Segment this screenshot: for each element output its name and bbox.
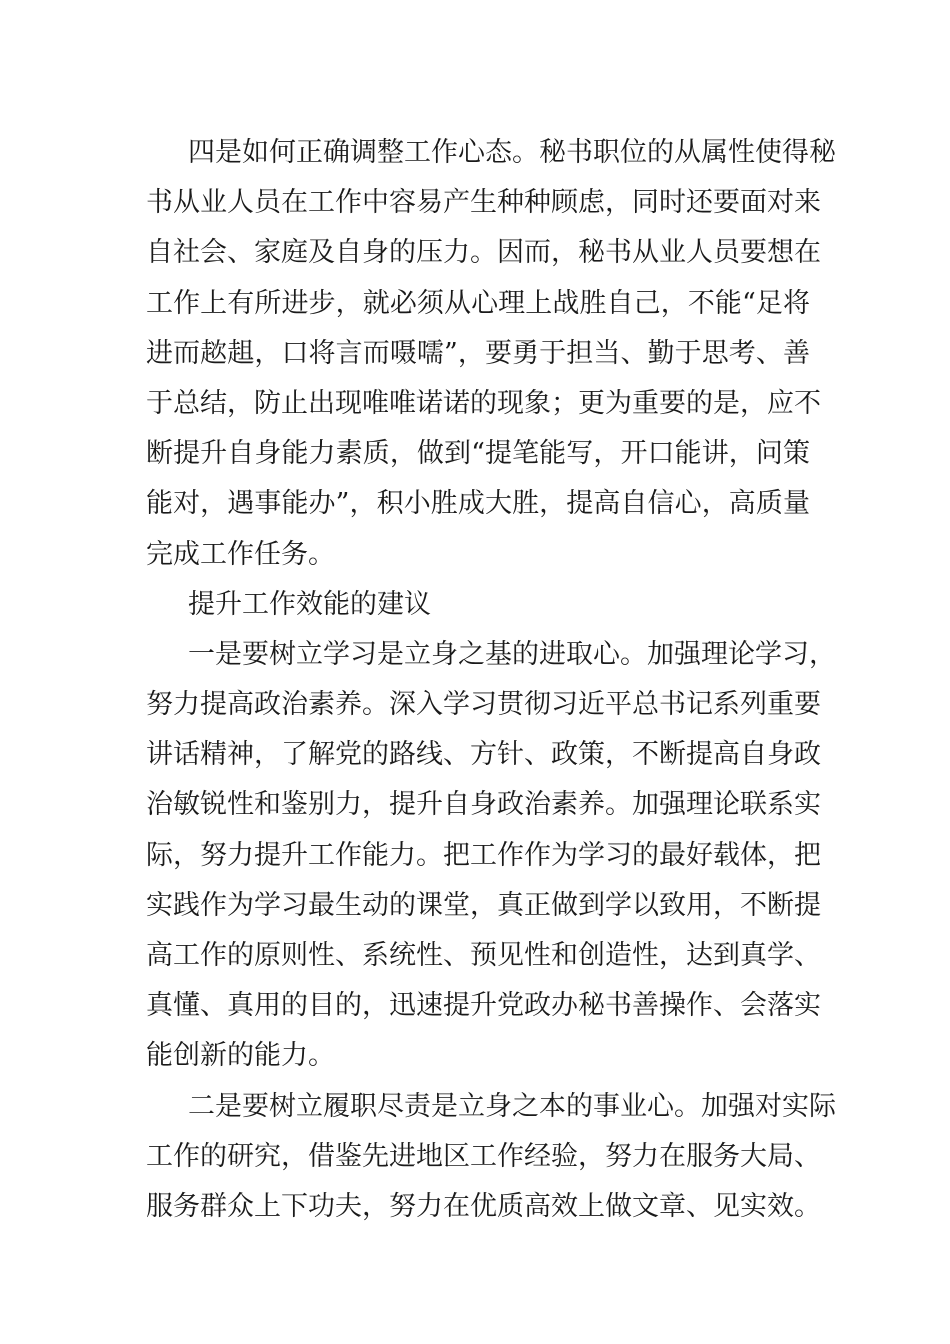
paragraph-learning bbox=[146, 630, 836, 1082]
paragraph-line: 治敏锐性和鉴别力，提升自身政治素养。加强理论联系实 bbox=[146, 789, 821, 821]
paragraph-line: 工作的研究，借鉴先进地区工作经验，努力在服务大局、 bbox=[146, 1140, 821, 1172]
paragraph-line: 实践作为学习最生动的课堂，真正做到学以致用，不断提 bbox=[146, 889, 821, 921]
paragraph-line: 二是要树立履职尽责是立身之本的事业心。加强对实际 bbox=[188, 1090, 836, 1122]
section-heading bbox=[146, 580, 810, 630]
paragraph-line: 完成工作任务。 bbox=[146, 538, 335, 570]
paragraph-line: 四是如何正确调整工作心态。秘书职位的从属性使得秘 bbox=[188, 137, 836, 168]
paragraph-line: 能对，遇事能办”，积小胜成大胜，提高自信心，高质量 bbox=[146, 488, 810, 520]
paragraph-line: 一是要树立学习是立身之基的进取心。加强理论学习， bbox=[188, 638, 836, 670]
section-heading-text: 提升工作效能的建议 bbox=[188, 588, 431, 620]
paragraph-line: 高工作的原则性、系统性、预见性和创造性，达到真学、 bbox=[146, 940, 821, 971]
paragraph-line: 服务群众上下功夫，努力在优质高效上做文章、见实效。 bbox=[146, 1190, 821, 1222]
paragraph-line: 工作上有所进步，就必须从心理上战胜自己，不能“足将 bbox=[146, 287, 810, 319]
document-body bbox=[146, 128, 836, 1232]
paragraph-duty bbox=[146, 1082, 836, 1233]
paragraph-line: 进而趑趄，口将言而嗫嚅”，要勇于担当、勤于思考、善 bbox=[146, 337, 810, 369]
paragraph-line: 真懂、真用的目的，迅速提升党政办秘书善操作、会落实 bbox=[146, 990, 821, 1022]
paragraph-line: 自社会、家庭及自身的压力。因而，秘书从业人员要想在 bbox=[146, 237, 821, 269]
paragraph-work-mindset bbox=[146, 128, 836, 580]
paragraph-line: 断提升自身能力素质，做到“提笔能写，开口能讲，问策 bbox=[146, 438, 810, 470]
paragraph-line: 能创新的能力。 bbox=[146, 1040, 335, 1072]
paragraph-line: 书从业人员在工作中容易产生种种顾虑，同时还要面对来 bbox=[146, 187, 821, 219]
paragraph-line: 于总结，防止出现唯唯诺诺的现象；更为重要的是，应不 bbox=[146, 387, 821, 419]
paragraph-line: 际，努力提升工作能力。把工作作为学习的最好载体，把 bbox=[146, 839, 821, 871]
paragraph-line: 努力提高政治素养。深入学习贯彻习近平总书记系列重要 bbox=[146, 689, 821, 721]
paragraph-line: 讲话精神，了解党的路线、方针、政策，不断提高自身政 bbox=[146, 739, 821, 771]
